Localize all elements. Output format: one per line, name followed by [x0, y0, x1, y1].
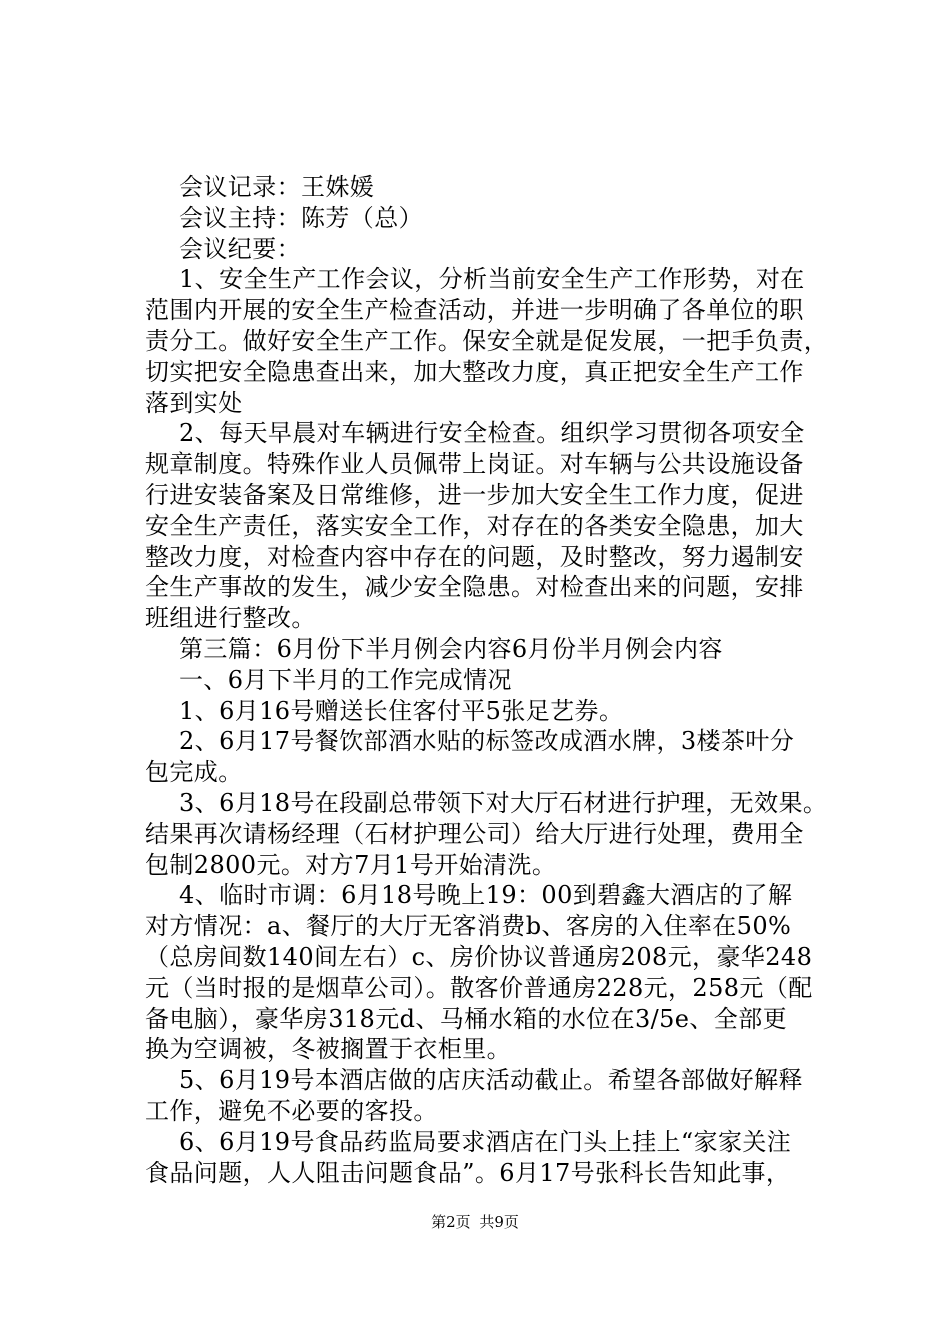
total-pages: 共9页 [479, 1213, 519, 1231]
text-line: 范围内开展的安全生产检查活动，并进一步明确了各单位的职 [145, 296, 804, 325]
text-line: 食品问题，人人阻击问题食品”。6月17号张科长告知此事， [145, 1158, 791, 1187]
text-line: 2、6月17号餐饮部酒水贴的标签改成酒水牌，3楼茶叶分 [179, 727, 795, 756]
text-line: 责分工。做好安全生产工作。保安全就是促发展，一把手负责， [145, 326, 829, 355]
text-line: 1、安全生产工作会议，分析当前安全生产工作形势，对在 [179, 265, 805, 294]
text-line: 3、6月18号在段副总带领下对大厅石材进行护理，无效果。 [179, 788, 828, 817]
text-line: 行进安装备案及日常维修，进一步加大安全生工作力度，促进 [145, 480, 804, 509]
text-line: 整改力度，对检查内容中存在的问题，及时整改，努力遏制安 [145, 542, 804, 571]
text-line: 切实把安全隐患查出来，加大整改力度，真正把安全生产工作 [145, 357, 804, 386]
text-line: 第三篇：6月份下半月例会内容6月份半月例会内容 [179, 634, 723, 663]
page-number: 第2页 [431, 1213, 471, 1231]
page-footer [0, 1212, 950, 1232]
text-line: 会议记录：王姝媛 [179, 173, 375, 201]
text-line: 会议纪要： [179, 234, 301, 263]
document-body [145, 172, 835, 1188]
text-line: 4、临时市调：6月18号晚上19：00到碧鑫大酒店的了解 [179, 881, 793, 910]
text-line: 对方情况：a、餐厅的大厅无客消费b、客房的入住率在50% [145, 912, 792, 941]
text-line: 换为空调被，冬被搁置于衣柜里。 [145, 1035, 511, 1064]
text-line: 2、每天早晨对车辆进行安全检查。组织学习贯彻各项安全 [179, 419, 805, 448]
text-line: 6、6月19号食品药监局要求酒店在门头上挂上“家家关注 [179, 1127, 792, 1156]
text-line: 包制2800元。对方7月1号开始清洗。 [145, 850, 557, 879]
text-line: 安全生产责任，落实安全工作，对存在的各类安全隐患，加大 [145, 511, 804, 540]
text-line: 5、6月19号本酒店做的店庆活动截止。希望各部做好解释 [179, 1066, 803, 1095]
text-line: 一、6月下半月的工作完成情况 [179, 665, 512, 694]
text-line: 包完成。 [145, 758, 243, 787]
text-line: 班组进行整改。 [145, 604, 316, 633]
text-line: 备电脑），豪华房318元d、马桶水箱的水位在3/5e、全部更 [145, 1004, 787, 1033]
text-line: 1、6月16号赠送长住客付平5张足艺券。 [179, 696, 624, 725]
text-line: 全生产事故的发生，减少安全隐患。对检查出来的问题，安排 [145, 573, 804, 602]
text-line: 会议主持：陈芳（总） [179, 203, 423, 232]
text-line: 规章制度。特殊作业人员佩带上岗证。对车辆与公共设施设备 [145, 450, 804, 479]
text-line: 元（当时报的是烟草公司）。散客价普通房228元，258元（配 [145, 973, 813, 1002]
text-line: 落到实处 [145, 388, 243, 417]
text-line: 结果再次请杨经理（石材护理公司）给大厅进行处理，费用全 [145, 819, 804, 848]
text-line: 工作，避免不必要的客投。 [145, 1096, 438, 1125]
text-line: （总房间数140间左右）c、房价协议普通房208元，豪华248 [145, 942, 813, 971]
